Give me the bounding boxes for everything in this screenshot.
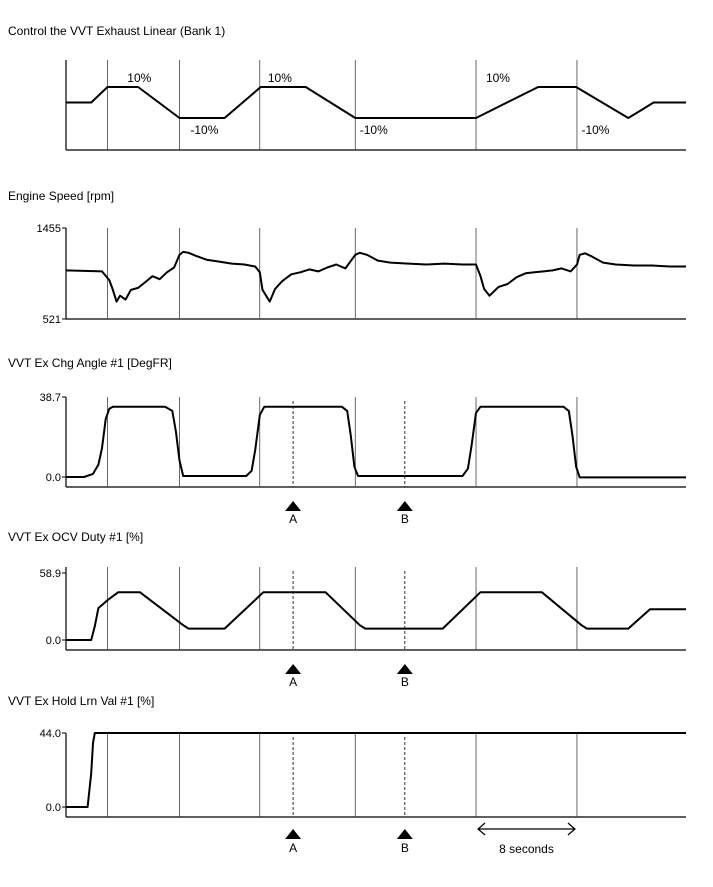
marker-triangle-icon xyxy=(397,664,413,674)
marker-label: A xyxy=(289,512,298,526)
marker-triangle-icon xyxy=(397,829,413,839)
marker-label: A xyxy=(289,841,298,855)
step-label: -10% xyxy=(581,123,610,137)
y-tick-label: 1455 xyxy=(36,223,61,235)
series-line xyxy=(66,252,686,302)
marker-triangle-icon xyxy=(397,501,413,511)
y-tick-label: 58.9 xyxy=(39,568,61,580)
step-label: -10% xyxy=(190,123,219,137)
panel-title: Engine Speed [rpm] xyxy=(8,189,115,203)
step-label: -10% xyxy=(359,123,388,137)
step-label: 10% xyxy=(127,71,152,85)
chart-panel-1 xyxy=(8,24,686,150)
y-tick-label: 521 xyxy=(42,314,61,326)
y-tick-label: 44.0 xyxy=(39,728,61,740)
step-label: 10% xyxy=(267,71,292,85)
panel-title: VVT Ex Hold Lrn Val #1 [%] xyxy=(8,694,155,708)
chart-panel-3 xyxy=(8,356,686,526)
marker-triangle-icon xyxy=(285,664,301,674)
y-tick-label: 38.7 xyxy=(39,392,61,404)
chart-panel-5 xyxy=(8,694,686,856)
marker-label: B xyxy=(400,512,409,526)
chart-panel-4 xyxy=(8,530,686,689)
series-line xyxy=(66,87,686,118)
panel-title: Control the VVT Exhaust Linear (Bank 1) xyxy=(8,24,226,38)
marker-label: B xyxy=(400,841,409,855)
series-line xyxy=(66,592,686,640)
series-line xyxy=(66,407,686,478)
series-line xyxy=(66,733,686,807)
chart-panel-2 xyxy=(8,189,686,326)
panel-title: VVT Ex Chg Angle #1 [DegFR] xyxy=(8,356,172,370)
marker-label: A xyxy=(289,675,298,689)
marker-label: B xyxy=(400,675,409,689)
y-tick-label: 0.0 xyxy=(45,802,61,814)
marker-triangle-icon xyxy=(285,501,301,511)
step-label: 10% xyxy=(485,71,510,85)
y-tick-label: 0.0 xyxy=(45,472,61,484)
panel-title: VVT Ex OCV Duty #1 [%] xyxy=(8,530,144,544)
y-tick-label: 0.0 xyxy=(45,635,61,647)
marker-triangle-icon xyxy=(285,829,301,839)
span-label: 8 seconds xyxy=(499,842,554,856)
